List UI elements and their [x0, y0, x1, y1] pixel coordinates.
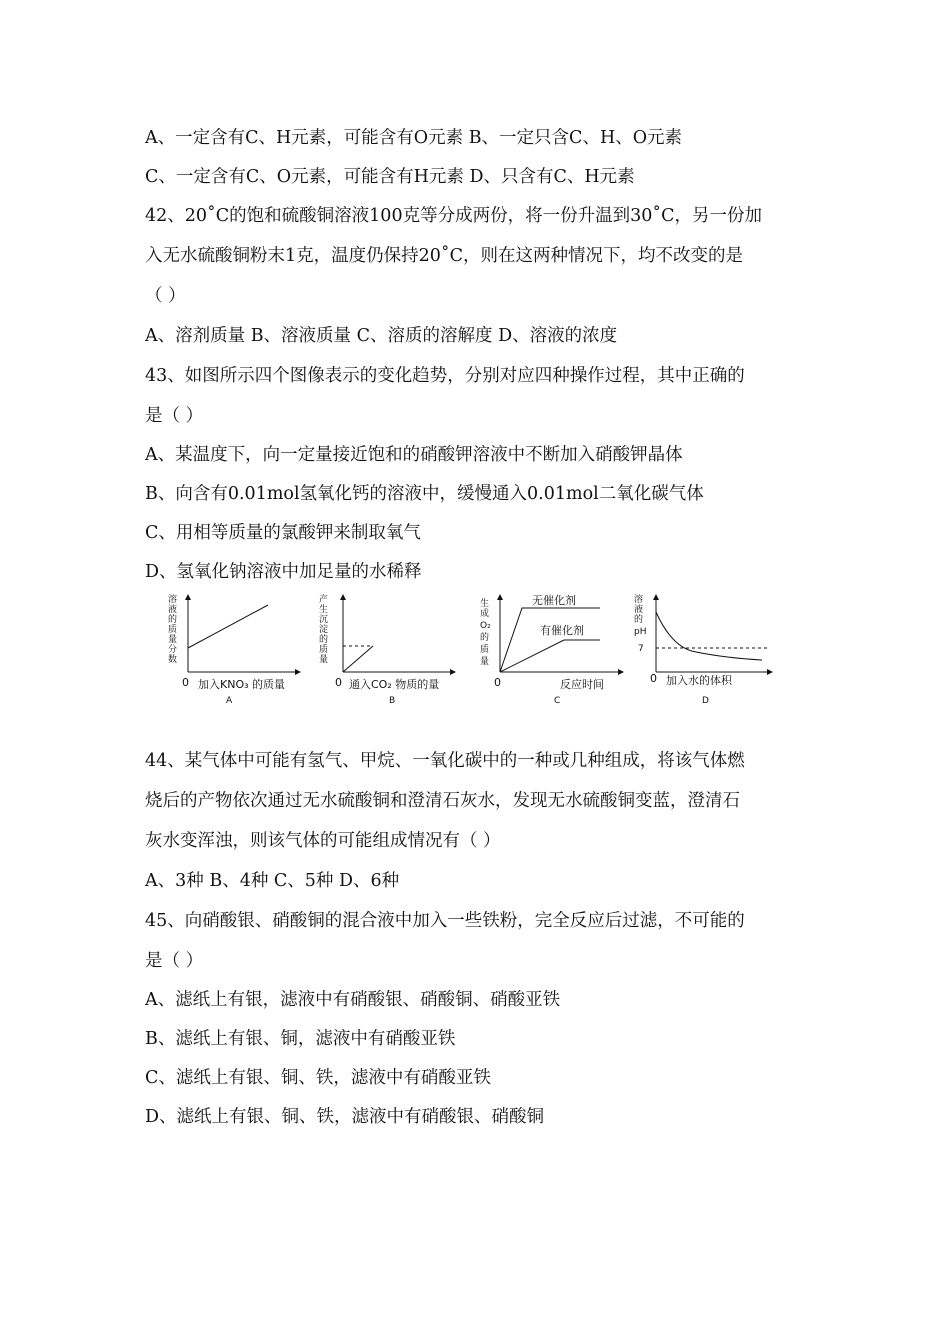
- curve-b-rise: [343, 646, 373, 672]
- graph-d: [630, 590, 780, 714]
- option-45-d: D、滤纸上有银、铜、铁，滤液中有硝酸银、硝酸铜: [145, 1107, 545, 1127]
- question-44-line-1: 44、某气体中可能有氢气、甲烷、一氧化碳中的一种或几种组成，将该气体燃: [145, 751, 745, 771]
- origin-d: 0: [650, 672, 657, 685]
- ylabel-a-0: 溶: [168, 595, 178, 605]
- caption-c: C: [554, 696, 561, 706]
- option-43-c: C、用相等质量的氯酸钾来制取氧气: [145, 523, 421, 543]
- ylabel-a-3: 质: [168, 625, 178, 635]
- caption-a: A: [226, 696, 233, 706]
- ylabel-d-2: 的: [634, 615, 644, 625]
- ylabel-c-1: 成: [480, 609, 490, 619]
- ylabel-c-4: 质: [480, 645, 490, 655]
- ylabel-b-5: 质: [319, 645, 329, 655]
- tick-7: 7: [638, 644, 644, 654]
- options-42: A、溶剂质量 B、溶液质量 C、溶质的溶解度 D、溶液的浓度: [145, 326, 618, 346]
- option-43-a: A、某温度下，向一定量接近饱和的硝酸钾溶液中不断加入硝酸钾晶体: [145, 445, 683, 465]
- ylabel-c-3: 的: [480, 633, 490, 643]
- ylabel-a-5: 分: [168, 645, 178, 655]
- ylabel-b-4: 的: [319, 635, 329, 645]
- ylabel-d-3: pH: [634, 627, 647, 637]
- option-43-b: B、向含有0.01mol氢氧化钙的溶液中，缓慢通入0.01mol二氧化碳气体: [145, 484, 704, 504]
- caption-d: D: [702, 696, 709, 706]
- option-41-a-b: A、一定含有C、H元素，可能含有O元素 B、一定只含C、H、O元素: [145, 128, 683, 148]
- question-42-bracket: （ ）: [145, 286, 186, 306]
- ylabel-b-2: 沉: [319, 615, 329, 625]
- ylabel-a-4: 量: [168, 635, 178, 645]
- origin-b: 0: [335, 676, 342, 689]
- series-c-catalyst: 有催化剂: [540, 624, 584, 637]
- ylabel-d-1: 液: [634, 605, 644, 615]
- option-45-a: A、滤纸上有银，滤液中有硝酸银、硝酸铜、硝酸亚铁: [145, 990, 561, 1010]
- graph-c: [478, 590, 628, 714]
- ylabel-b-1: 生: [319, 605, 329, 615]
- ylabel-c-0: 生: [480, 599, 490, 609]
- option-45-c: C、滤纸上有银、铜、铁，滤液中有硝酸亚铁: [145, 1068, 491, 1088]
- question-42-line-2: 入无水硫酸铜粉末1克，温度仍保持20˚C，则在这两种情况下，均不改变的是: [145, 246, 744, 266]
- xlabel-a: 加入KNO₃ 的质量: [198, 678, 286, 691]
- question-44-line-2: 烧后的产物依次通过无水硫酸铜和澄清石灰水，发现无水硫酸铜变蓝，澄清石: [145, 791, 740, 811]
- curve-d: [656, 612, 762, 660]
- curve-a: [188, 605, 268, 648]
- curve-c-catalyst: [500, 640, 600, 672]
- ylabel-a-6: 数: [168, 655, 178, 665]
- option-43-d: D、氢氧化钠溶液中加足量的水稀释: [145, 562, 422, 582]
- question-45-line-1: 45、向硝酸银、硝酸铜的混合液中加入一些铁粉，完全反应后过滤，不可能的: [145, 911, 745, 931]
- origin-a: 0: [182, 676, 189, 689]
- ylabel-a-1: 液: [168, 605, 178, 615]
- question-43-line-2: 是（ ）: [145, 406, 204, 426]
- question-43-line-1: 43、如图所示四个图像表示的变化趋势，分别对应四种操作过程，其中正确的: [145, 366, 745, 386]
- question-42-line-1: 42、20˚C的饱和硫酸铜溶液100克等分成两份，将一份升温到30˚C，另一份加: [145, 206, 762, 226]
- xlabel-d: 加入水的体积: [666, 674, 732, 687]
- xlabel-b: 通入CO₂ 物质的量: [349, 678, 440, 691]
- ylabel-b-3: 淀: [319, 625, 329, 635]
- ylabel-d-0: 溶: [634, 595, 644, 605]
- xlabel-c: 反应时间: [560, 678, 604, 691]
- graph-b: [315, 590, 465, 714]
- ylabel-c-5: 量: [480, 657, 490, 667]
- ylabel-c-2: O₂: [480, 621, 491, 631]
- question-45-line-2: 是（ ）: [145, 951, 204, 971]
- graph-figures: [160, 590, 790, 710]
- ylabel-b-0: 产: [319, 595, 329, 605]
- caption-b: B: [389, 696, 396, 706]
- options-44: A、3种 B、4种 C、5种 D、6种: [145, 871, 400, 891]
- question-44-line-3: 灰水变浑浊，则该气体的可能组成情况有（ ）: [145, 831, 501, 851]
- option-41-c-d: C、一定含有C、O元素，可能含有H元素 D、只含有C、H元素: [145, 167, 635, 187]
- graph-a: [160, 590, 310, 714]
- ylabel-b-6: 量: [319, 655, 329, 665]
- series-c-no-catalyst: 无催化剂: [532, 594, 576, 607]
- origin-c: 0: [494, 676, 501, 689]
- option-45-b: B、滤纸上有银、铜，滤液中有硝酸亚铁: [145, 1029, 456, 1049]
- ylabel-a-2: 的: [168, 615, 178, 625]
